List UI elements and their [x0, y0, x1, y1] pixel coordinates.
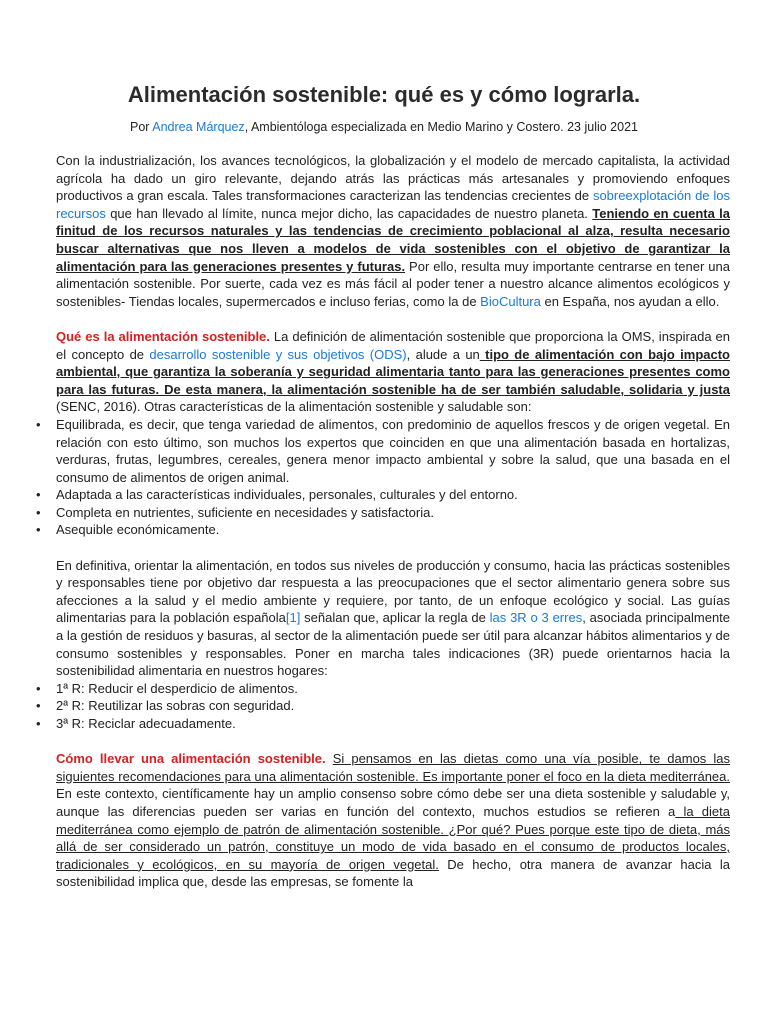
text-span: en España, nos ayudan a ello.	[540, 293, 720, 309]
underlined-text: Si pensamos en las dietas como una vía posible, te damos las siguientes recomendaciones para una alimentación sostenible. Es importante poner el foco en la dieta mediterránea.	[56, 751, 730, 784]
list-item	[36, 521, 730, 539]
spacer	[56, 310, 730, 328]
article-body	[36, 152, 731, 891]
text-span: En este contexto, científicamente hay un amplio consenso sobre cómo debe ser una dieta sostenible y saludable y, aunque las diferencias pueden ser varias en función del contexto, muchos estudios se refieren a	[56, 786, 730, 819]
link-sobreexplotacion[interactable]: sobreexplotación de los recursos	[56, 188, 730, 221]
list-item-text: 2ª R: Reutilizar las sobras con seguridad.	[56, 698, 295, 714]
spacer	[56, 733, 730, 751]
link-biocultura[interactable]: BioCultura	[480, 293, 541, 309]
text-span: De hecho, otra manera de avanzar hacia la sostenibilidad implica que, desde las empresas, se fomente la	[56, 856, 730, 890]
list-item	[36, 504, 730, 522]
link-3r[interactable]: las 3R o 3 erres	[489, 610, 583, 626]
bullet-icon: •	[36, 522, 41, 538]
bullet-icon: •	[36, 698, 41, 714]
bullet-icon: •	[36, 504, 41, 520]
emphasis-text: Teniendo en cuenta la finitud de los recursos naturales y las tendencias de crecimiento poblacional al alza, resulta necesario buscar alternativas que nos lleven a modelos de vida sostenibles con el objetivo de garantizar la alimentación para las generaciones presentes y futuras.	[56, 205, 731, 274]
underlined-text: la dieta mediterránea como ejemplo de patrón de alimentación sostenible. ¿Por qué? Pues porque este tipo de dieta, más allá de ser considerado un patrón, constituye un modo de vida basado en el consumo de productos locales, tradicionales y ecológicos, en su mayoría de origen vegetal.	[56, 803, 730, 872]
list-item	[36, 715, 730, 733]
author-link[interactable]: Andrea Márquez	[152, 120, 245, 134]
paragraph-definition	[56, 328, 730, 416]
footnote-link[interactable]: [1]	[285, 610, 301, 626]
text-span: señalan que, aplicar la regla de	[300, 610, 490, 626]
bullet-icon: •	[36, 716, 41, 731]
list-item-text: Asequible económicamente.	[56, 522, 220, 538]
list-item	[36, 416, 730, 486]
text-span: , alude a un	[406, 346, 480, 362]
text-span: (SENC, 2016). Otras características de la alimentación sostenible y saludable son:	[56, 399, 532, 415]
3r-list	[36, 680, 730, 733]
page-title: Alimentación sostenible: qué es y cómo lograrla.	[127, 82, 641, 107]
list-item-text: 3ª R: Reciclar adecuadamente.	[56, 716, 236, 731]
text-span: La definición de alimentación sostenible que proporciona la OMS, inspirada en el concepto de	[56, 328, 730, 362]
list-item	[36, 697, 730, 715]
list-item-text: Adaptada a las características individuales, personales, culturales y del entorno.	[56, 487, 518, 503]
section-heading-como-llevar: Cómo llevar una alimentación sostenible.	[56, 751, 326, 767]
paragraph-intro	[56, 152, 730, 310]
bullet-icon: •	[36, 487, 41, 503]
text-span: , asociada principalmente a la gestión de residuos y basuras, al sector de la alimentación puede ser útil para alcanzar hábitos alimentarios y de consumo sostenibles y responsables. Poner en marcha tales indicaciones (3R) puede orientarnos hacia la sostenibilidad alimentaria en nuestros hogares:	[56, 610, 731, 679]
paragraph-como-llevar	[56, 750, 730, 891]
spacer	[56, 539, 730, 557]
section-heading-que-es: Qué es la alimentación sostenible.	[56, 328, 270, 344]
emphasis-text: tipo de alimentación con bajo impacto ambiental, que garantiza la soberanía y seguridad alimentaria tanto para las generaciones presentes como para las futuras. De esta manera, la alimentación sostenible ha de ser también saludable, solidaria y justa	[56, 346, 730, 397]
list-item-text: Equilibrada, es decir, que tenga variedad de alimentos, con predominio de aquellos frescos y de origen vegetal. En relación con esto último, son muchos los expertos que coinciden en que una alimentación basada en hortalizas, verduras, frutas, legumbres, cereales, genera menor impacto ambiental y sobre la salud, que una basada en el consumo de alimentos de origen animal.	[56, 416, 730, 485]
byline	[0, 120, 768, 134]
link-ods[interactable]: desarrollo sostenible y sus objetivos (ODS)	[149, 346, 407, 362]
bullet-icon: •	[36, 416, 41, 432]
text-span: Con la industrialización, los avances tecnológicos, la globalización y el modelo de mercado capitalista, la actividad agrícola ha dado un giro relevante, dejando atrás las prácticas más artesanales y promoviendo enfoques productivos a gran escala. Tales transformaciones caracterizan las tendencias crecientes de	[56, 153, 730, 204]
byline-prefix: Por	[130, 120, 153, 134]
paragraph-3r	[56, 557, 730, 680]
list-item-text: 1ª R: Reducir el desperdicio de alimentos.	[56, 680, 298, 696]
byline-suffix: , Ambientóloga especializada en Medio Marino y Costero. 23 julio 2021	[244, 120, 638, 134]
text-span: que han llevado al límite, nunca mejor dicho, las capacidades de nuestro planeta.	[105, 205, 593, 221]
text-span: Por ello, resulta muy importante centrarse en tener una alimentación sostenible. Por suerte, cada vez es más fácil al poder tener a nuestro alcance alimentos ecológicos y sostenibles- Tiendas locales, supermercados e incluso ferias, como la de	[56, 258, 730, 309]
list-item	[36, 680, 730, 698]
bullet-icon: •	[36, 680, 41, 696]
characteristics-list	[36, 416, 730, 539]
list-item-text: Completa en nutrientes, suficiente en necesidades y satisfactoria.	[56, 504, 434, 520]
list-item	[36, 486, 730, 504]
text-span: En definitiva, orientar la alimentación, en todos sus niveles de producción y consumo, hacia las prácticas sostenibles y responsables tiene por objetivo dar respuesta a las preocupaciones que el sector alimentario genera sobre sus afecciones a la salud y el medio ambiente y requiere, por tanto, de un enfoque ecológico y social. Las guías alimentarias para la población española	[56, 557, 730, 626]
